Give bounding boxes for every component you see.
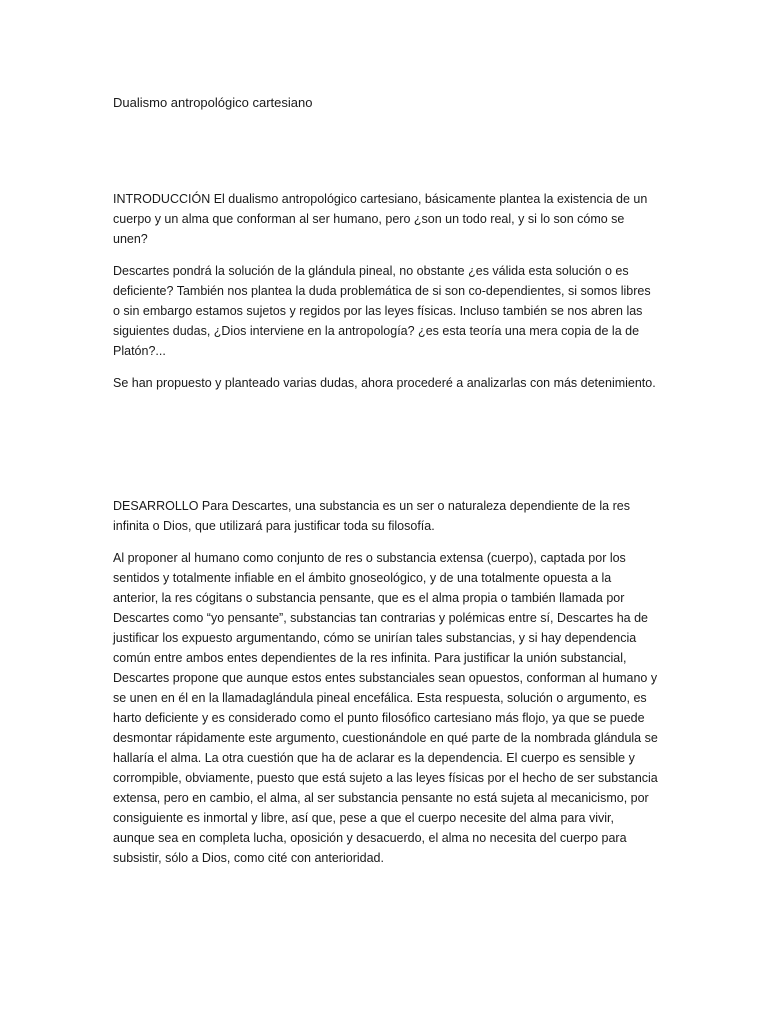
- intro-paragraph-2: Descartes pondrá la solución de la glándula pineal, no obstante ¿es válida esta solución o es deficiente? También nos plantea la duda problemática de si son co-dependientes, si somos libres o sin embargo estamos sujetos y regidos por las leyes físicas. Incluso también se nos abren las siguientes dudas, ¿Dios interviene en la antropología? ¿es esta teoría una mera copia de la de Platón?...: [113, 264, 651, 358]
- introduccion-section: [113, 189, 659, 405]
- document-title: Dualismo antropológico cartesiano: [113, 95, 313, 110]
- desarrollo-paragraph-1: DESARROLLO Para Descartes, una substancia es un ser o naturaleza dependiente de la res infinita o Dios, que utilizará para justificar toda su filosofía.: [113, 499, 630, 533]
- intro-paragraph-1: INTRODUCCIÓN El dualismo antropológico cartesiano, básicamente plantea la existencia de un cuerpo y un alma que conforman al ser humano, pero ¿son un todo real, y si lo son cómo se unen?: [113, 192, 648, 246]
- desarrollo-paragraph-2: Al proponer al humano como conjunto de res o substancia extensa (cuerpo), captada por los sentidos y totalmente infiable en el ámbito gnoseológico, y de una totalmente opuesta a la anterior, la res cógitans o substancia pensante, que es el alma propia o también llamada por Descartes como “yo pensante”, substancias tan contrarias y polémicas entre sí, Descartes ha de justificar los expuesto argumentando, cómo se unirían tales substancias, y si hay dependencia común entre ambos entes dependientes de la res infinita. Para justificar la unión substancial, Descartes propone que aunque estos entes substanciales sean opuestos, conforman al humano y se unen en él en la llamadaglándula pineal encefálica. Esta respuesta, solución o argumento, es harto deficiente y es considerado como el punto filosófico cartesiano más flojo, ya que se puede desmontar rápidamente este argumento, cuestionándole en qué parte de la nombrada glándula se hallaría el alma. La otra cuestión que ha de aclarar es la dependencia. El cuerpo es sensible y corrompible, obviamente, puesto que está sujeto a las leyes físicas por el hecho de ser substancia extensa, pero en cambio, el alma, al ser substancia pensante no está sujeta al mecanicismo, por consiguiente es inmortal y libre, así que, pese a que el cuerpo necesite del alma para vivir, aunque sea en completa lucha, oposición y desacuerdo, el alma no necesita del cuerpo para subsistir, sólo a Dios, como cité con anterioridad.: [113, 551, 658, 865]
- intro-paragraph-3: Se han propuesto y planteado varias dudas, ahora procederé a analizarlas con más detenimiento.: [113, 376, 656, 390]
- desarrollo-section: [113, 496, 659, 880]
